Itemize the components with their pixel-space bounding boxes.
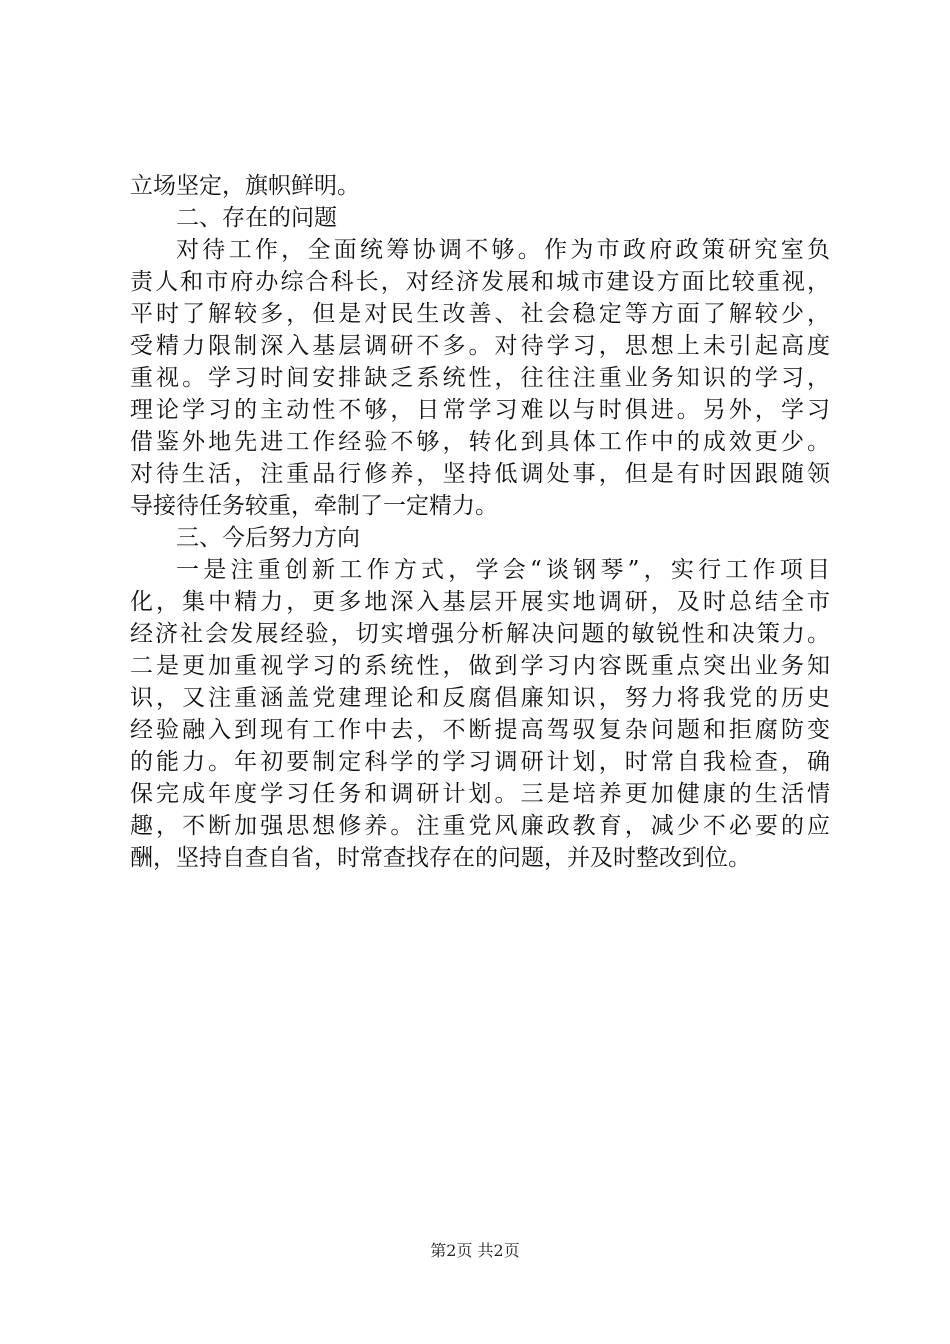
text-line: 理论学习的主动性不够，日常学习难以与时俱进。另外，学习 (130, 397, 830, 423)
section-heading-direction: 三、今后努力方向 (176, 525, 360, 551)
text-line: 重视。学习时间安排缺乏系统性，往往注重业务知识的学习， (130, 365, 830, 391)
text-line: 责人和市府办综合科长，对经济发展和城市建设方面比较重视， (130, 269, 830, 295)
text-line: 导接待任务较重，牵制了一定精力。 (130, 493, 498, 519)
text-line: 平时了解较多，但是对民生改善、社会稳定等方面了解较少， (130, 301, 830, 327)
text-line: 趣，不断加强思想修养。注重党风廉政教育，减少不必要的应 (130, 813, 830, 839)
text-line: 借鉴外地先进工作经验不够，转化到具体工作中的成效更少。 (130, 429, 830, 455)
text-line: 对待生活，注重品行修养，坚持低调处事，但是有时因跟随领 (130, 461, 830, 487)
text-line: 二是更加重视学习的系统性，做到学习内容既重点突出业务知 (130, 653, 830, 679)
text-line: 对待工作，全面统筹协调不够。作为市政府政策研究室负 (176, 237, 830, 263)
text-line: 经济社会发展经验，切实增强分析解决问题的敏锐性和决策力。 (130, 621, 830, 647)
page-number-label: 第2页 共2页 (430, 1241, 520, 1260)
page-footer (0, 1241, 950, 1261)
section-heading-problems: 二、存在的问题 (176, 205, 337, 231)
text-line: 经验融入到现有工作中去，不断提高驾驭复杂问题和拒腐防变 (130, 717, 830, 743)
text-line: 化，集中精力，更多地深入基层开展实地调研，及时总结全市 (130, 589, 830, 615)
text-line: 酬，坚持自查自省，时常查找存在的问题，并及时整改到位。 (130, 845, 751, 871)
text-line: 立场坚定，旗帜鲜明。 (130, 173, 360, 199)
document-body (130, 170, 830, 874)
text-line: 的能力。年初要制定科学的学习调研计划，时常自我检查，确 (130, 749, 830, 775)
text-line: 保完成年度学习任务和调研计划。三是培养更加健康的生活情 (130, 781, 830, 807)
text-line: 受精力限制深入基层调研不多。对待学习，思想上未引起高度 (130, 333, 830, 359)
text-line: 识，又注重涵盖党建理论和反腐倡廉知识，努力将我党的历史 (130, 685, 830, 711)
text-line: 一是注重创新工作方式，学会“谈钢琴”，实行工作项目 (176, 557, 830, 583)
